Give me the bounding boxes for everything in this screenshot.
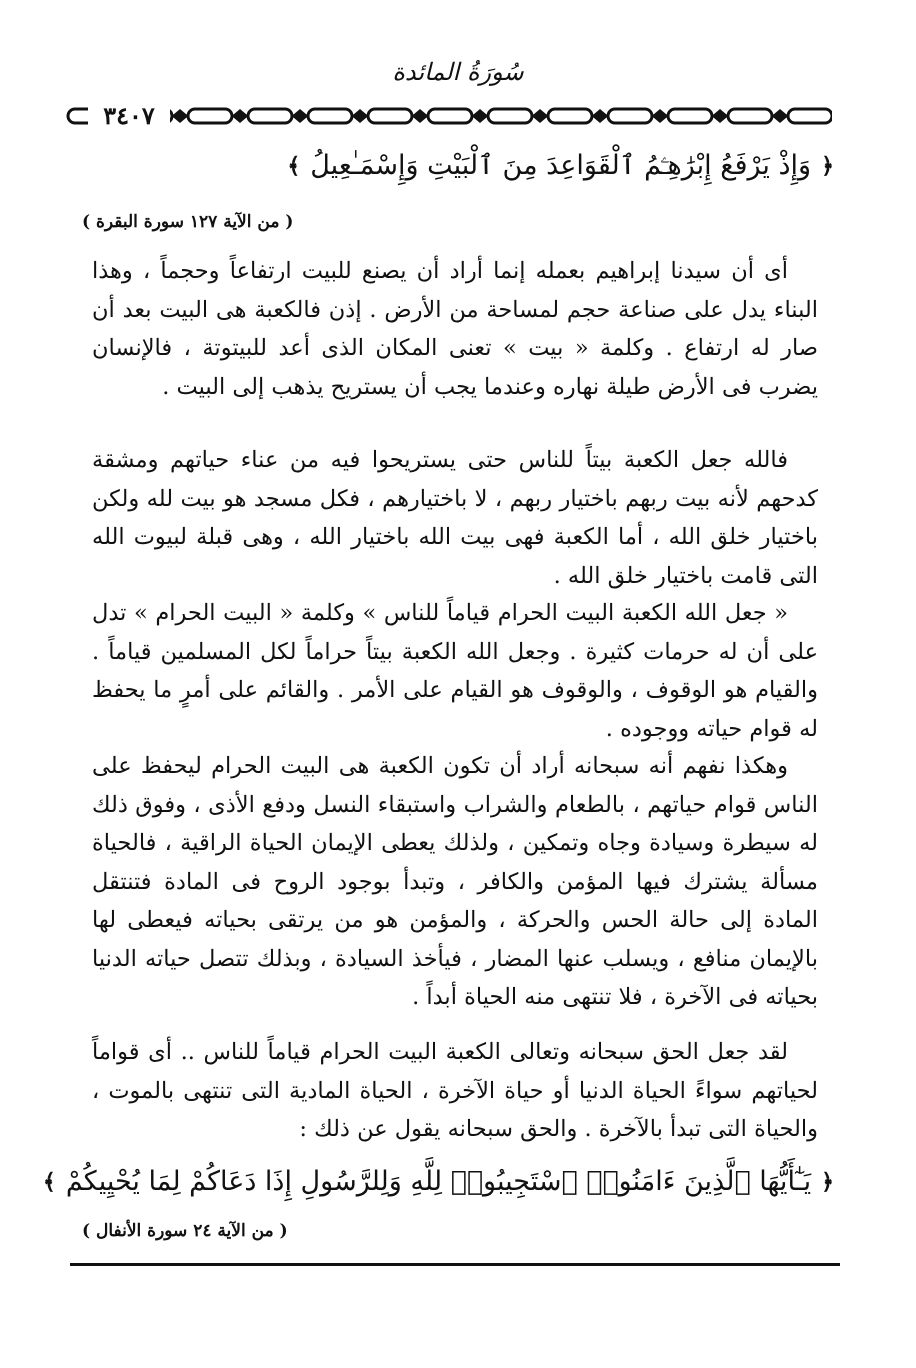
verse-close-bracket: ﴾ [42,1168,56,1195]
chain-diamond [234,111,246,121]
chain-diamond [474,111,486,121]
chain-oval [488,109,532,123]
chain-diamond [354,111,366,121]
paragraph-text: أى أن سيدنا إبراهيم بعمله إنما أراد أن يصنع للبيت ارتفاعاً وحجماً ، وهذا البناء يدل على صناعة حجم لمساحة من الأرض . إذن فالكعبة هى البيت بعد أن صار له ارتفاع . وكلمة « بيت » تعنى المكان الذى أعد للبيتوتة ، فالإنسان يضرب فى الأرض طيلة نهاره وعندما يجب أن يستريح يذهب إلى البيت . [92,258,818,400]
chain-oval [428,109,472,123]
chain-diamond [654,111,666,121]
chain-oval [728,109,772,123]
chain-diamond [534,111,546,121]
paragraph-text: وهكذا نفهم أنه سبحانه أراد أن تكون الكعبة هى البيت الحرام ليحفظ على الناس قوام حياتهم ، بالطعام والشراب واستبقاء النسل ودفع الأذى ، وفوق ذلك له سيطرة وسيادة وجاه وتمكين ، ولذلك يعطى الإيمان الحياة الراقية ، فالحياة مسألة يشترك فيها المؤمن والكافر ، وتبدأ بوجود الروح فى المادة فتنتقل المادة إلى حالة الحس والحركة ، والمؤمن هو من يرتقى بحياته فيعطى لها بالإيمان منافع ، ويسلب عنها المضار ، فيأخذ السيادة ، وبذلك تتصل حياته الدنيا بحياته فى الآخرة ، فلا تنتهى منه الحياة أبداً . [92,753,818,1010]
paragraph-3 [92,594,818,748]
chain-oval [788,109,832,123]
chain-oval [308,109,352,123]
chain-oval [608,109,652,123]
chain-oval [368,109,412,123]
paragraph-text: فالله جعل الكعبة بيتاً للناس حتى يستريحوا فيه من عناء حياتهم ومشقة كدحهم لأنه بيت ربهم باختيار ربهم ، لا باختيارهم ، فكل مسجد هو بيت لله ولكن باختيار خلق الله ، أما الكعبة فهى بيت الله باختيار الله ، وهى قبلة لبيوت الله التى قامت باختيار خلق الله . [92,447,819,589]
chain-oval [188,109,232,123]
quran-verse-baqarah [287,150,834,182]
paragraph-text: لقد جعل الحق سبحانه وتعالى الكعبة البيت الحرام قياماً للناس .. أى قواماً لحياتهم سواءً الحياة الدنيا أو حياة الآخرة ، الحياة المادية التى تنتهى بالموت ، والحياة التى تبدأ بالآخرة . والحق سبحانه يقول عن ذلك : [92,1039,818,1142]
verse-open-bracket: ﴿ [821,1168,834,1195]
chain-oval [248,109,292,123]
quran-verse-anfal [43,1166,834,1197]
paragraph-4 [92,747,818,1017]
surah-title: سُورَةُ المائدة [392,58,524,86]
footer-divider [70,1263,840,1266]
verse-text: يَـٰٓأَيُّهَا ٱلَّذِينَ ءَامَنُوا۟ ٱسْتَجِيبُوا۟ لِلَّهِ وَلِلرَّسُولِ إِذَا دَعَاكُمْ لِمَا يُحْيِيكُمْ [65,1166,812,1197]
verse-reference: ( من الآية ٢٤ سورة الأنفال ) [82,1221,288,1241]
paragraph-text: « جعل الله الكعبة البيت الحرام قياماً للناس » وكلمة « البيت الحرام » تدل على أن له حرمات كثيرة . وجعل الله الكعبة بيتاً حراماً لكل المسلمين قياماً . والقيام هو الوقوف ، والوقوف هو القيام على الأمر . والقائم على أمرٍ ما يحفظ له قوام حياته ووجوده . [92,600,818,742]
chain-diamond [294,111,306,121]
chain-oval [668,109,712,123]
paragraph-1 [92,252,818,406]
ornamental-header-rule [62,100,832,132]
chain-oval [548,109,592,123]
verse-text: وَإِذْ يَرْفَعُ إِبْرَٰهِـۧمُ ٱلْقَوَاعِدَ مِنَ ٱلْبَيْتِ وَإِسْمَـٰعِيلُ [310,150,812,181]
verse-close-bracket: ﴾ [287,153,301,179]
chain-diamond [594,111,606,121]
verse-reference: ( من الآية ١٢٧ سورة البقرة ) [82,212,294,232]
chain-diamond [414,111,426,121]
chain-diamond [174,111,186,121]
paragraph-5 [92,1033,818,1149]
chain-diamond [774,111,786,121]
verse-open-bracket: ﴿ [821,153,834,179]
chain-diamond [714,111,726,121]
paragraph-2 [92,441,818,595]
page-number: ٣٤٠٧ [88,99,170,133]
